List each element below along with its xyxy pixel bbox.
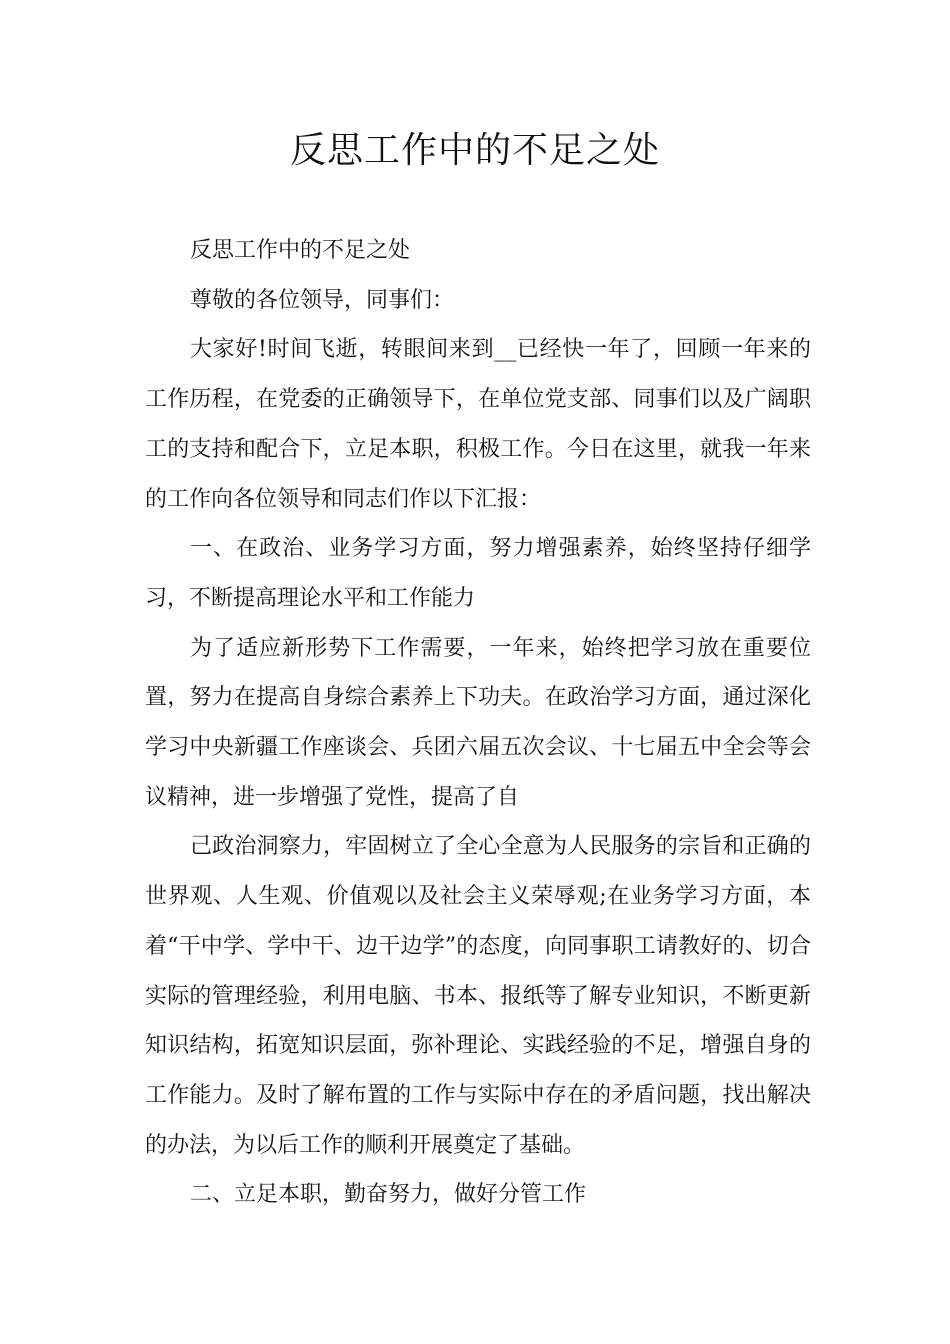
document-body [145, 226, 811, 1220]
paragraph-study: 为了适应新形势下工作需要，一年来，始终把学习放在重要位置，努力在提高自身综合素养上下功夫。在政治学习方面，通过深化学习中央新疆工作座谈会、兵团六届五次会议、十七届五中全会等会议精神，进一步增强了党性，提高了自 [145, 635, 811, 810]
paragraph-study-continued: 己政治洞察力，牢固树立了全心全意为人民服务的宗旨和正确的世界观、人生观、价值观以及社会主义荣辱观;在业务学习方面，本着“干中学、学中干、边干边学”的态度，向同事职工请教好的、切合实际的管理经验，利用电脑、书本、报纸等了解专业知识，不断更新知识结构，拓宽知识层面，弥补理论、实践经验的不足，增强自身的工作能力。及时了解布置的工作与实际中存在的矛盾问题，找出解决的办法，为以后工作的顺利开展奠定了基础。 [145, 834, 811, 1158]
paragraph-section-one-heading: 一、在政治、业务学习方面，努力增强素养，始终坚持仔细学习，不断提高理论水平和工作能力 [145, 536, 811, 611]
paragraph-section-two-heading: 二、立足本职，勤奋努力，做好分管工作 [190, 1182, 587, 1208]
paragraph-subtitle: 反思工作中的不足之处 [190, 238, 411, 263]
document-title: 反思工作中的不足之处 [289, 130, 660, 171]
paragraph-salutation: 尊敬的各位领导，同事们： [190, 287, 455, 313]
paragraph-greeting: 大家好!时间飞逝，转眼间来到__已经快一年了，回顾一年来的工作历程，在党委的正确领导下，在单位党支部、同事们以及广阔职工的支持和配合下，立足本职，积极工作。今日在这里，就我一年来的工作向各位领导和同志们作以下汇报： [145, 337, 811, 512]
